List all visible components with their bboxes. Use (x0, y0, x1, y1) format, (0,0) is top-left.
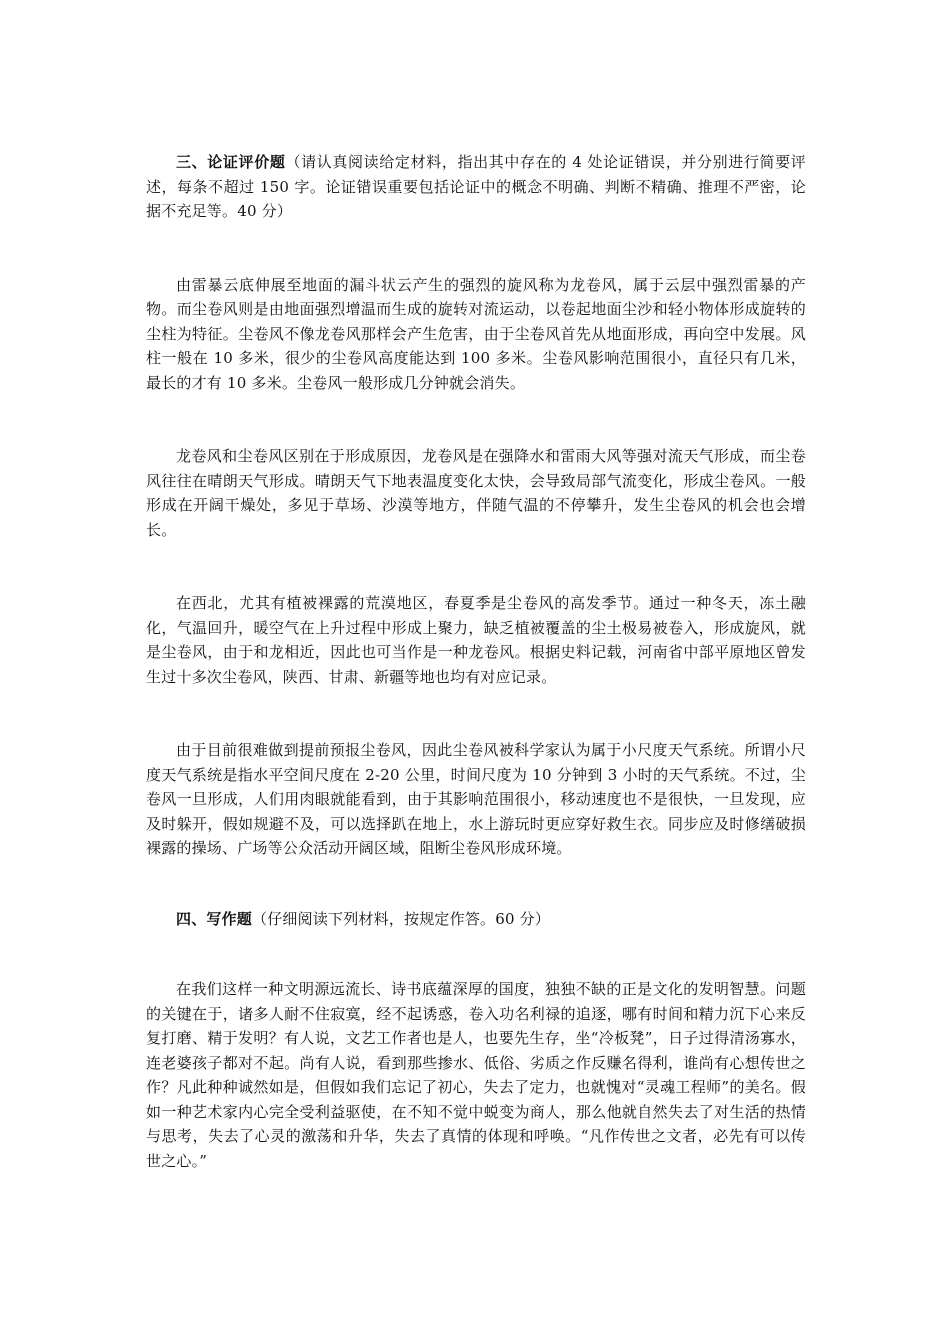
spacer (146, 931, 806, 977)
spacer (146, 542, 806, 591)
section4-instruction: （仔细阅读下列材料，按规定作答。60 分） (252, 909, 551, 928)
section3-paragraph-3: 在西北，尤其有植被裸露的荒漠地区，春夏季是尘卷风的高发季节。通过一种冬天，冻土融化，气温回升，暖空气在上升过程中形成上聚力，缺乏植被覆盖的尘土极易被卷入，形成旋风，就是尘卷风，由于和龙相近，因此也可当作是一种龙卷风。根据史料记载，河南省中部平原地区曾发生过十多次尘卷风，陕西、甘肃、新疆等地也均有对应记录。 (146, 594, 806, 686)
section4-heading (146, 907, 806, 932)
spacer (146, 861, 806, 907)
section3-instruction: （请认真阅读给定材料，指出其中存在的 4 处论证错误，并分别进行简要评述，每条不超过 150 字。论证错误重要包括论证中的概念不明确、判断不精确、推理不严密，论据不充足等。40 分） (146, 153, 806, 220)
section4-paragraph-1: 在我们这样一种文明源远流长、诗书底蕴深厚的国度，独独不缺的正是文化的发明智慧。问题的关键在于，诸多人耐不住寂寞，经不起诱惑，卷入功名利禄的追逐，哪有时间和精力沉下心来反复打磨、精于发明？有人说，文艺工作者也是人，也要先生存，坐“冷板凳”，日子过得清汤寡水，连老婆孩子都对不起。尚有人说，看到那些掺水、低俗、劣质之作反赚名得利，谁尚有心想传世之作？凡此种种诚然如是，但假如我们忘记了初心，失去了定力，也就愧对“灵魂工程师”的美名。假如一种艺术家内心完全受利益驱使，在不知不觉中蜕变为商人，那么他就自然失去了对生活的热情与思考，失去了心灵的激荡和升华，失去了真情的体现和呼唤。“凡作传世之文者，必先有可以传世之心。” (146, 980, 806, 1170)
section3-label: 三、论证评价题 (176, 153, 286, 171)
section3-paragraph-1: 由雷暴云底伸展至地面的漏斗状云产生的强烈的旋风称为龙卷风，属于云层中强烈雷暴的产物。而尘卷风则是由地面强烈增温而生成的旋转对流运动，以卷起地面尘沙和轻小物体形成旋转的尘柱为特征。尘卷风不像龙卷风那样会产生危害，由于尘卷风首先从地面形成，再向空中发展。风柱一般在 10 多米，很少的尘卷风高度能达到 100 多米。尘卷风影响范围很小，直径只有几米，最长的才有 10 多米。尘卷风一般形成几分钟就会消失。 (146, 275, 806, 392)
spacer (146, 224, 806, 273)
document-page (146, 150, 806, 1173)
section3-heading (146, 150, 806, 224)
section3-paragraph-4: 由于目前很难做到提前预报尘卷风，因此尘卷风被科学家认为属于小尺度天气系统。所谓小尺度天气系统是指水平空间尺度在 2-20 公里，时间尺度为 10 分钟到 3 小时的天气系统。不过，尘卷风一旦形成，人们用肉眼就能看到，由于其影响范围很小，移动速度也不是很快，一旦发现，应及时躲开，假如规避不及，可以选择趴在地上，水上游玩时更应穿好救生衣。同步应及时修缮破损裸露的操场、广场等公众活动开阔区域，阻断尘卷风形成环境。 (146, 741, 806, 857)
spacer (146, 395, 806, 444)
section3-paragraph-2: 龙卷风和尘卷风区别在于形成原因，龙卷风是在强降水和雷雨大风等强对流天气形成，而尘卷风往往在晴朗天气形成。晴朗天气下地表温度变化太快，会导致局部气流变化，形成尘卷风。一般形成在开阔干燥处，多见于草场、沙漠等地方，伴随气温的不停攀升，发生尘卷风的机会也会增长。 (146, 447, 806, 539)
section4-label: 四、写作题 (176, 909, 253, 928)
spacer (146, 689, 806, 738)
